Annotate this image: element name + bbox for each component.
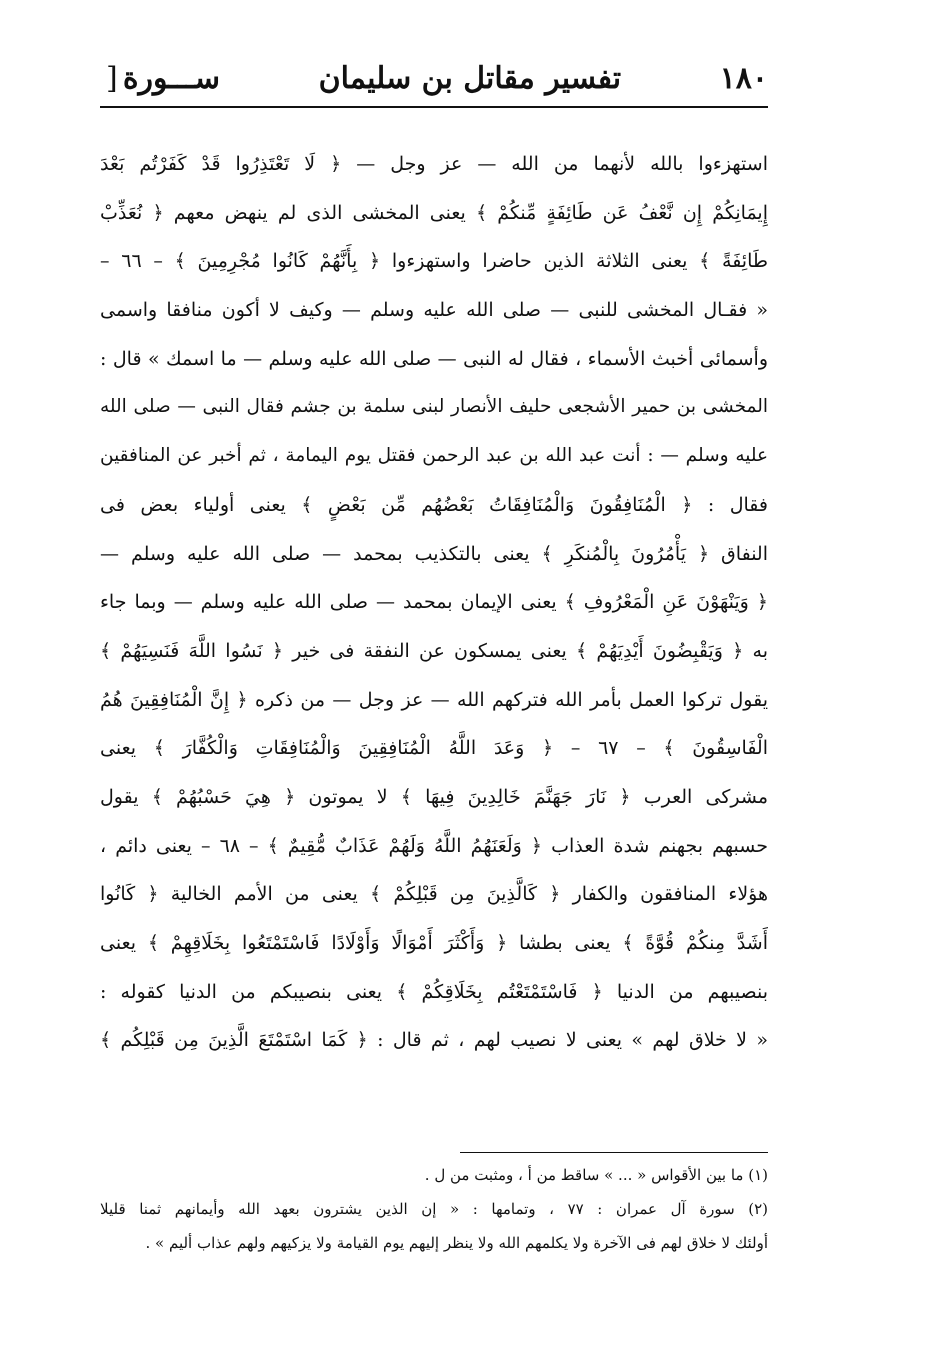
text-line: ﴿ وَيَنْهَوْنَ عَنِ الْمَعْرُوفِ ﴾ يعنى الإيمان بمحمد — صلى الله عليه وسلم — وبما جاء	[100, 591, 768, 614]
text-line: مشركى العرب ﴿ نَارَ جَهَنَّمَ خَالِدِينَ فِيهَا ﴾ لا يموتون ﴿ هِيَ حَسْبُهُمْ ﴾ يقول	[100, 785, 768, 808]
text-line: « لا خلاق لهم » يعنى لا نصيب لهم ، ثم قال : ﴿ كَمَا اسْتَمْتَعَ الَّذِينَ مِن قَبْلِكُم ﴾	[100, 1029, 768, 1052]
text-line: وأسمائى أخبث الأسماء ، فقال له النبى — صلى الله عليه وسلم — ما اسمك » قال :	[100, 347, 768, 370]
text-line: حسبهم بجهنم شدة العذاب ﴿ وَلَعَنَهُمُ اللَّهُ وَلَهُمْ عَذَابٌ مُّقِيمٌ ﴾ – ٦٨ – يعنى دائم ،	[100, 834, 768, 857]
surah-label: ســـورة	[122, 60, 221, 96]
text-line: فقال : ﴿ الْمُنَافِقُونَ وَالْمُنَافِقَاتُ بَعْضُهُم مِّن بَعْضٍ ﴾ يعنى أولياء بعض فى	[100, 493, 768, 516]
footnote-2-continued: أولئك لا خلاق لهم فى الآخرة ولا يكلمهم الله ولا ينظر إليهم يوم القيامة ولا يزكيهم ولهم عذاب أليم » .	[145, 1234, 768, 1252]
main-text	[100, 140, 768, 1065]
page-number: ١٨٠	[719, 60, 768, 96]
header-rule	[100, 106, 768, 108]
text-line: هؤلاء المنافقون والكفار ﴿ كَالَّذِينَ مِن قَبْلِكُمْ ﴾ يعنى من الأمم الخالية ﴿ كَانُوا	[100, 883, 768, 906]
text-line: « فقـال المخشى للنبى — صلى الله عليه وسلم — وكيف لا أكون منافقا واسمى	[100, 299, 768, 322]
text-line: أَشَدَّ مِنكُمْ قُوَّةً ﴾ يعنى بطشا ﴿ وَأَكْثَرَ أَمْوَالًا وَأَوْلَادًا فَاسْتَمْتَعُوا بِخَلَاقِهِمْ ﴾ يعنى	[100, 932, 768, 954]
footnote-rule	[460, 1152, 768, 1153]
text-line: استهزءوا بالله لأنهما من الله — عز وجل — ﴿ لَا تَعْتَذِرُوا قَدْ كَفَرْتُم بَعْدَ	[100, 153, 768, 175]
running-title: تفسير مقاتل بن سليمان	[318, 60, 622, 96]
footnote-2: (٢) سورة آل عمران : ٧٧ ، وتمامها : « إن الذين يشترون بعهد الله وأيمانهم ثمنا قليلا	[100, 1200, 768, 1218]
text-line: المخشى بن حمير الأشجعى حليف الأنصار لبنى سلمة بن جشم فقال النبى — صلى الله	[100, 396, 768, 418]
text-line: يقول تركوا العمل بأمر الله فتركهم الله — عز وجل — من ذكره ﴿ إِنَّ الْمُنَافِقِينَ هُمُ	[100, 688, 768, 711]
text-line: الْفَاسِقُونَ ﴾ – ٦٧ – ﴿ وَعَدَ اللَّهُ الْمُنَافِقِينَ وَالْمُنَافِقَاتِ وَالْكُفَّارَ ﴾ يعنى	[100, 737, 768, 760]
text-line: طَائِفَةً ﴾ يعنى الثلاثة الذين حاضرا واستهزءوا ﴿ بِأَنَّهُمْ كَانُوا مُجْرِمِينَ ﴾ – ٦٦ –	[100, 250, 768, 273]
footnotes	[100, 1158, 768, 1260]
text-line: بنصيبهم من الدنيا ﴿ فَاسْتَمْتَعْتُم بِخَلَاقِكُمْ ﴾ يعنى بنصيبكم من الدنيا كقوله :	[100, 980, 768, 1003]
text-line: إِيمَانِكُمْ إِن نَّعْفُ عَن طَائِفَةٍ مِّنكُمْ ﴾ يعنى المخشى الذى لم ينهض معهم ﴿ نُعَذِّبْ	[100, 201, 768, 224]
text-line: عليه وسلم — : أنت عبد الله بن عبد الرحمن فقتل يوم اليمامة ، ثم أخبر عن المنافقين	[100, 445, 768, 467]
text-line: به ﴿ وَيَقْبِضُونَ أَيْدِيَهُمْ ﴾ يعنى يمسكون عن النفقة فى خير ﴿ نَسُوا اللَّهَ فَنَسِيَهُمْ ﴾	[100, 639, 768, 662]
surah-heading	[100, 61, 220, 96]
footnote-1: (١) ما بين الأقواس « ... » ساقط من أ ، ومثبت من ل .	[424, 1166, 768, 1184]
text-line: النفاق ﴿ يَأْمُرُونَ بِالْمُنكَرِ ﴾ يعنى بالتكذيب بمحمد — صلى الله عليه وسلم —	[100, 542, 768, 565]
page-header	[100, 52, 768, 104]
header-bracket: [	[106, 60, 118, 96]
